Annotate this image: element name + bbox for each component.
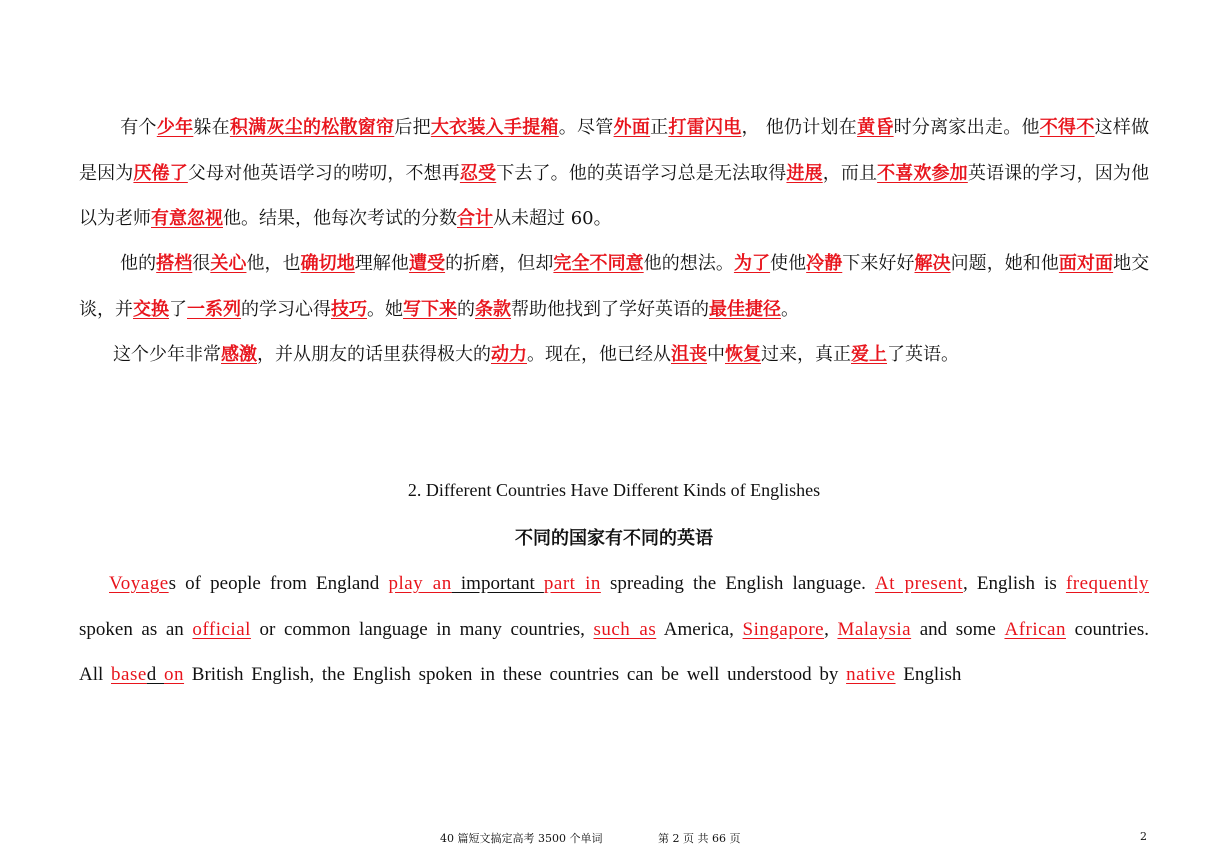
vocab-highlight: 动力 bbox=[491, 344, 527, 365]
body-text: 从未超过 60。 bbox=[493, 208, 612, 229]
vocab-highlight: 关心 bbox=[210, 253, 247, 274]
vocab-highlight: 进展 bbox=[786, 162, 823, 184]
body-text: 他的 bbox=[120, 253, 157, 274]
vocab-highlight: 交换 bbox=[133, 298, 169, 320]
body-text: 使他 bbox=[770, 253, 807, 274]
body-text: 正 bbox=[650, 117, 669, 138]
body-text: 过来，真正 bbox=[761, 344, 851, 365]
vocab-highlight: 大衣装入手提箱 bbox=[430, 117, 559, 138]
body-text: 这样做是因为 bbox=[79, 117, 1150, 184]
vocab-highlight: 忍受 bbox=[459, 162, 497, 184]
vocab-highlight: 黄昏 bbox=[857, 117, 894, 138]
vocab-highlight: 有意忽视 bbox=[151, 208, 223, 229]
chinese-paragraph-2 bbox=[79, 241, 1149, 332]
paragraph-runs bbox=[79, 573, 1149, 685]
body-text: 父母对他英语学习的唠叨，不想再 bbox=[187, 162, 460, 184]
underlined-text: important bbox=[451, 573, 544, 594]
body-text: spoken as an bbox=[79, 618, 193, 640]
vocab-highlight: 完全不同意 bbox=[553, 253, 644, 274]
body-text: ， 他仍计划在 bbox=[741, 117, 858, 138]
body-text: 地交谈，并 bbox=[79, 253, 1150, 320]
body-text: 。现在，他已经从 bbox=[527, 344, 671, 365]
vocab-highlight: African bbox=[1004, 618, 1066, 640]
chinese-paragraph-1 bbox=[79, 105, 1149, 242]
vocab-highlight: base bbox=[111, 664, 147, 685]
vocab-highlight: 恢复 bbox=[725, 344, 761, 365]
body-text: English bbox=[895, 664, 962, 685]
body-text: , English is bbox=[963, 573, 1066, 594]
vocab-highlight: 厌倦了 bbox=[133, 162, 188, 184]
vocab-highlight: 遭受 bbox=[408, 253, 446, 274]
body-text: 时分离家出走。他 bbox=[893, 117, 1040, 138]
vocab-highlight: 条款 bbox=[475, 298, 511, 320]
body-text: and some bbox=[911, 618, 1005, 640]
vocab-highlight: 写下来 bbox=[403, 298, 457, 320]
vocab-highlight: 确切地 bbox=[300, 253, 355, 274]
body-text: 了 bbox=[169, 298, 187, 320]
body-text: 的 bbox=[457, 298, 475, 320]
body-text: ，而且 bbox=[822, 162, 878, 184]
vocab-highlight: 感激 bbox=[221, 344, 257, 365]
vocab-highlight: 不得不 bbox=[1039, 117, 1095, 138]
vocab-highlight: 外面 bbox=[613, 117, 651, 138]
vocab-highlight: 不喜欢参加 bbox=[877, 162, 968, 184]
body-text: 他，也 bbox=[246, 253, 301, 274]
body-text: 中 bbox=[707, 344, 725, 365]
body-text: 了英语。 bbox=[887, 344, 959, 365]
body-text: 他的想法。 bbox=[643, 253, 734, 274]
body-text: spreading the English language. bbox=[600, 573, 876, 594]
body-text: or common language in many countries, bbox=[250, 618, 594, 640]
body-text: 这个少年非常 bbox=[113, 344, 221, 365]
vocab-highlight: 最佳捷径 bbox=[709, 298, 781, 320]
body-text: ，并从朋友的话里获得极大的 bbox=[257, 344, 491, 365]
body-text: 理解他 bbox=[354, 253, 409, 274]
body-text: 后把 bbox=[394, 117, 431, 138]
vocab-highlight: play an bbox=[388, 573, 452, 594]
body-text: , bbox=[824, 618, 838, 640]
vocab-highlight: part in bbox=[543, 573, 601, 594]
body-text: 。 bbox=[781, 298, 799, 320]
body-text: 问题，她和他 bbox=[950, 253, 1059, 274]
vocab-highlight: 技巧 bbox=[331, 298, 367, 320]
underlined-text: d bbox=[146, 664, 165, 685]
footer-book-title: 40 篇短文搞定高考 3500 个单词 bbox=[440, 832, 603, 845]
chinese-paragraph-3 bbox=[79, 332, 1149, 378]
vocab-highlight: official bbox=[192, 618, 251, 640]
vocab-highlight: frequently bbox=[1065, 573, 1150, 594]
vocab-highlight: Malaysia bbox=[837, 618, 912, 640]
body-text: 的学习心得 bbox=[241, 298, 331, 320]
vocab-highlight: 少年 bbox=[156, 117, 194, 138]
body-text: 的折磨，但却 bbox=[445, 253, 554, 274]
body-text: British English, the English spoken in these countries can be well understood by bbox=[184, 664, 847, 685]
vocab-highlight: 面对面 bbox=[1058, 253, 1114, 274]
paragraph-runs bbox=[79, 253, 1149, 320]
body-text: 。她 bbox=[367, 298, 403, 320]
page-footer bbox=[440, 830, 792, 846]
body-text: 他。结果，他每次考试的分数 bbox=[223, 208, 457, 229]
vocab-highlight: Voyage bbox=[109, 573, 169, 594]
body-text: s of people from England bbox=[168, 573, 389, 594]
vocab-highlight: 沮丧 bbox=[671, 344, 707, 365]
section-title-chinese: 不同的国家有不同的英语 bbox=[515, 528, 713, 549]
vocab-highlight: native bbox=[846, 664, 896, 685]
body-text: 。尽管 bbox=[558, 117, 614, 138]
paragraph-runs bbox=[113, 344, 959, 365]
body-text: 很 bbox=[192, 253, 211, 274]
body-text: 帮助他找到了学好英语的 bbox=[511, 298, 709, 320]
vocab-highlight: 冷静 bbox=[806, 253, 843, 274]
vocab-highlight: 搭档 bbox=[156, 253, 193, 274]
vocab-highlight: 打雷闪电 bbox=[668, 117, 742, 138]
body-text: countries. All bbox=[79, 618, 1150, 685]
vocab-highlight: At present bbox=[875, 573, 964, 594]
paragraph-runs bbox=[79, 117, 1149, 229]
vocab-highlight: 为了 bbox=[733, 253, 771, 274]
body-text: 英语课的学习，因为他以为老师 bbox=[79, 162, 1150, 229]
vocab-highlight: 解决 bbox=[914, 253, 951, 274]
vocab-highlight: such as bbox=[593, 618, 657, 640]
section-title-english: 2. Different Countries Have Different Kinds of Englishes bbox=[407, 480, 821, 500]
english-paragraph bbox=[79, 561, 1149, 698]
vocab-highlight: 一系列 bbox=[187, 298, 241, 320]
vocab-highlight: on bbox=[164, 664, 185, 685]
vocab-highlight: 爱上 bbox=[851, 344, 887, 365]
page-number: 2 bbox=[1140, 830, 1147, 843]
body-text: America, bbox=[656, 618, 743, 640]
body-text: 下去了。他的英语学习总是无法取得 bbox=[496, 162, 787, 184]
body-text: 躲在 bbox=[193, 117, 230, 138]
vocab-highlight: Singapore bbox=[742, 618, 825, 640]
body-text: 有个 bbox=[120, 117, 157, 138]
vocab-highlight: 积满灰尘的松散窗帘 bbox=[229, 117, 395, 138]
body-text: 下来好好 bbox=[842, 253, 915, 274]
vocab-highlight: 合计 bbox=[457, 208, 493, 229]
footer-page-info: 第 2 页 共 66 页 bbox=[657, 832, 741, 845]
